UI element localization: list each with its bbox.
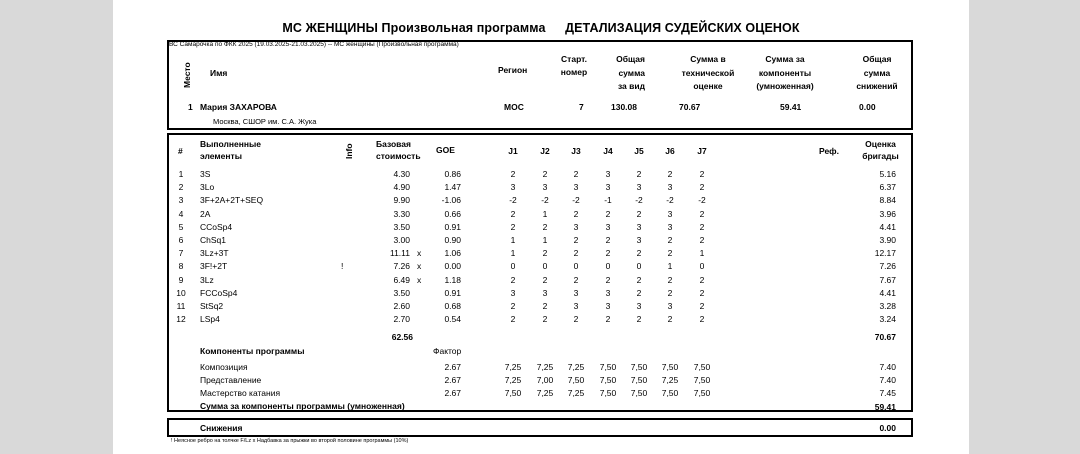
element-judge-1: -2 xyxy=(509,195,517,206)
goe-header: GOE xyxy=(436,145,455,155)
pcs-total-label: Сумма за компоненты программы (умноженная) xyxy=(200,401,405,411)
element-judge-4: 0 xyxy=(605,261,611,272)
element-judge-7: 2 xyxy=(699,221,705,232)
num-header: # xyxy=(178,146,183,156)
element-info: ! xyxy=(341,261,344,272)
element-judge-1: 1 xyxy=(510,235,516,245)
element-judge-5: 2 xyxy=(636,314,642,325)
element-judge-3: 2 xyxy=(573,274,579,285)
element-judge-6: 2 xyxy=(667,287,673,298)
element-judge-5: 3 xyxy=(636,221,642,232)
component-name: Представление xyxy=(200,375,262,385)
element-judge-6: 2 xyxy=(667,169,673,179)
element-judge-1: 3 xyxy=(510,182,516,193)
element-score: 4.41 xyxy=(879,287,896,298)
element-judge-3: 2 xyxy=(573,208,579,219)
element-judge-1: 2 xyxy=(510,208,516,219)
factor-header: Фактор xyxy=(433,346,462,356)
element-judge-2: 3 xyxy=(542,287,548,298)
pcs-header: Сумма за компоненты (умноженная) xyxy=(756,54,814,91)
element-number: 10 xyxy=(176,287,186,298)
element-judge-4: 3 xyxy=(605,287,611,298)
info-header: Info xyxy=(344,143,354,159)
element-code: 3S xyxy=(200,169,211,179)
judge-header-5: J5 xyxy=(634,146,644,156)
element-base-value: 3.50 xyxy=(393,287,410,298)
elements-header: Выполненные элементы xyxy=(200,139,262,161)
component-judge-3: 7,25 xyxy=(567,388,585,398)
component-judge-6: 7,50 xyxy=(661,362,679,372)
judge-header-1: J1 xyxy=(508,146,518,156)
element-bonus-mark: x xyxy=(417,248,422,259)
element-code: StSq2 xyxy=(200,301,224,311)
element-goe: 0.68 xyxy=(444,301,461,311)
score-header: Оценка бригады xyxy=(862,139,899,161)
start-no-header: Старт. номер xyxy=(560,54,588,77)
element-judge-6: 2 xyxy=(667,235,673,245)
element-judge-1: 1 xyxy=(510,248,516,259)
element-goe: 0.90 xyxy=(444,235,461,245)
element-judge-7: 2 xyxy=(699,182,705,193)
rank-header: Место xyxy=(182,62,192,88)
element-goe: 0.91 xyxy=(444,287,461,298)
component-judge-6: 7,25 xyxy=(661,375,679,385)
element-judge-2: 1 xyxy=(542,235,548,245)
element-judge-3: 2 xyxy=(573,235,579,245)
component-judge-2: 7,25 xyxy=(536,388,554,398)
element-judge-1: 2 xyxy=(510,221,516,232)
element-code: CCoSp4 xyxy=(200,221,233,232)
element-judge-2: 2 xyxy=(542,301,548,311)
element-judge-5: 0 xyxy=(636,261,642,272)
component-judge-1: 7,25 xyxy=(504,362,522,372)
element-judge-5: 2 xyxy=(636,169,642,179)
event-line: ВС Самарочка по ФКК 2025 (19.03.2025-21.03.2025) -- МС женщины (Произвольная программа) xyxy=(169,41,459,48)
element-base-value: 6.49 xyxy=(393,274,410,285)
element-judge-5: 2 xyxy=(636,287,642,298)
element-number: 8 xyxy=(178,261,184,272)
element-judge-3: 3 xyxy=(573,287,579,298)
component-judge-4: 7,50 xyxy=(599,362,617,372)
component-score: 7.45 xyxy=(879,388,896,398)
component-score: 7.40 xyxy=(879,375,896,385)
element-score: 3.24 xyxy=(879,314,896,325)
element-judge-1: 2 xyxy=(510,301,516,311)
element-goe: -1.06 xyxy=(441,195,461,206)
element-judge-5: 2 xyxy=(636,208,642,219)
element-number: 7 xyxy=(178,248,184,259)
element-base-value: 2.60 xyxy=(393,301,410,311)
skater-club: Москва, СШОР им. С.А. Жука xyxy=(213,117,317,126)
element-judge-3: 0 xyxy=(573,261,579,272)
component-judge-5: 7,50 xyxy=(630,388,648,398)
element-judge-7: -2 xyxy=(698,195,706,206)
skater-total: 130.08 xyxy=(611,102,637,112)
element-code: 3Lo xyxy=(200,182,215,193)
element-judge-4: -1 xyxy=(604,195,612,206)
component-judge-3: 7,25 xyxy=(567,362,585,372)
element-base-value: 3.30 xyxy=(393,208,410,219)
element-judge-1: 0 xyxy=(510,261,516,272)
component-score: 7.40 xyxy=(879,362,896,372)
base-total: 62.56 xyxy=(391,332,413,342)
element-bonus-mark: x xyxy=(417,274,422,285)
element-goe: 0.86 xyxy=(444,169,461,179)
title-event: МС ЖЕНЩИНЫ Произвольная программа xyxy=(282,21,546,35)
component-judge-7: 7,50 xyxy=(693,375,711,385)
element-judge-7: 1 xyxy=(699,248,705,259)
component-judge-2: 7,25 xyxy=(536,362,554,372)
element-judge-3: 2 xyxy=(573,314,579,325)
element-judge-4: 3 xyxy=(605,169,611,179)
element-judge-4: 2 xyxy=(605,248,611,259)
element-number: 3 xyxy=(178,195,184,206)
component-judge-3: 7,50 xyxy=(567,375,585,385)
element-score: 8.84 xyxy=(879,195,896,206)
element-judge-2: 3 xyxy=(542,182,548,193)
total-segment-header: Общая сумма за вид xyxy=(616,54,645,91)
component-factor: 2.67 xyxy=(444,362,461,372)
element-judge-2: 2 xyxy=(542,274,548,285)
element-judge-2: 2 xyxy=(542,314,548,325)
element-goe: 1.06 xyxy=(444,248,461,259)
element-base-value: 3.00 xyxy=(393,235,410,245)
element-code: ChSq1 xyxy=(200,235,226,245)
element-judge-2: -2 xyxy=(541,195,549,206)
element-judge-6: 2 xyxy=(667,274,673,285)
element-judge-5: 2 xyxy=(636,274,642,285)
component-judge-6: 7,50 xyxy=(661,388,679,398)
element-bonus-mark: x xyxy=(417,261,422,272)
element-number: 9 xyxy=(178,274,184,285)
element-judge-7: 2 xyxy=(699,274,705,285)
judge-header-6: J6 xyxy=(665,146,675,156)
element-judge-2: 1 xyxy=(542,208,548,219)
element-code: LSp4 xyxy=(200,314,220,325)
title-detail: ДЕТАЛИЗАЦИЯ СУДЕЙСКИХ ОЦЕНОК xyxy=(565,21,800,35)
element-judge-5: 3 xyxy=(636,235,642,245)
deductions-box xyxy=(167,418,913,437)
component-judge-5: 7,50 xyxy=(630,375,648,385)
element-judge-5: -2 xyxy=(635,195,643,206)
element-code: 2A xyxy=(200,208,211,219)
element-judge-2: 0 xyxy=(542,261,548,272)
element-judge-7: 2 xyxy=(699,208,705,219)
element-judge-1: 2 xyxy=(510,169,516,179)
element-judge-5: 3 xyxy=(636,182,642,193)
element-base-value: 11.11 xyxy=(389,248,410,259)
judge-header-4: J4 xyxy=(603,146,613,156)
skater-tes: 70.67 xyxy=(679,102,701,112)
element-score: 3.90 xyxy=(879,235,896,245)
element-code: 3F!+2T xyxy=(200,261,228,272)
element-score: 3.28 xyxy=(879,301,896,311)
element-score: 7.67 xyxy=(879,274,896,285)
element-number: 2 xyxy=(178,182,184,193)
element-judge-6: 3 xyxy=(667,182,673,193)
judge-header-3: J3 xyxy=(571,146,581,156)
component-judge-4: 7,50 xyxy=(599,375,617,385)
element-judge-4: 2 xyxy=(605,235,611,245)
element-judge-4: 2 xyxy=(605,314,611,325)
component-judge-2: 7,00 xyxy=(536,375,554,385)
element-judge-6: 3 xyxy=(667,208,673,219)
judge-header-7: J7 xyxy=(697,146,707,156)
element-judge-6: 3 xyxy=(667,221,673,232)
element-judge-2: 2 xyxy=(542,169,548,179)
ref-header: Реф. xyxy=(819,146,839,156)
element-judge-1: 2 xyxy=(510,274,516,285)
element-judge-4: 3 xyxy=(605,301,611,311)
element-score: 7.26 xyxy=(879,261,896,272)
component-factor: 2.67 xyxy=(444,388,461,398)
protocol-page xyxy=(113,0,969,454)
element-code: FCCoSp4 xyxy=(200,287,238,298)
element-judge-1: 3 xyxy=(510,287,516,298)
component-judge-1: 7,50 xyxy=(504,388,522,398)
element-judge-4: 3 xyxy=(605,221,611,232)
element-goe: 1.47 xyxy=(444,182,461,193)
element-code: 3Lz xyxy=(200,274,214,285)
component-name: Мастерство катания xyxy=(200,388,281,398)
element-number: 6 xyxy=(178,235,184,245)
component-judge-5: 7,50 xyxy=(630,362,648,372)
element-judge-4: 2 xyxy=(605,274,611,285)
element-judge-3: 3 xyxy=(573,221,579,232)
pcs-total: 59.41 xyxy=(874,402,896,412)
element-goe: 0.66 xyxy=(444,208,461,219)
element-code: 3F+2A+2T+SEQ xyxy=(200,195,264,206)
element-number: 12 xyxy=(176,314,186,325)
element-base-value: 3.50 xyxy=(393,221,410,232)
element-judge-6: -2 xyxy=(666,195,674,206)
element-judge-6: 2 xyxy=(667,248,673,259)
element-judge-7: 2 xyxy=(699,169,705,179)
element-judge-3: 3 xyxy=(573,182,579,193)
component-factor: 2.67 xyxy=(444,375,461,385)
skater-pcs: 59.41 xyxy=(780,102,802,112)
element-code: 3Lz+3T xyxy=(200,248,229,259)
element-judge-4: 2 xyxy=(605,208,611,219)
element-base-value: 2.70 xyxy=(393,314,410,325)
element-judge-7: 2 xyxy=(699,301,705,311)
skater-region: МОС xyxy=(504,102,524,112)
element-judge-2: 2 xyxy=(542,221,548,232)
deductions-total: 0.00 xyxy=(879,423,896,433)
element-score: 4.41 xyxy=(879,221,896,232)
element-number: 11 xyxy=(176,301,186,311)
component-judge-4: 7,50 xyxy=(599,388,617,398)
element-judge-6: 3 xyxy=(667,301,673,311)
element-judge-4: 3 xyxy=(605,182,611,193)
page-title xyxy=(113,21,969,35)
element-judge-7: 2 xyxy=(699,287,705,298)
element-judge-3: 2 xyxy=(573,169,579,179)
skater-deductions: 0.00 xyxy=(859,102,876,112)
element-judge-1: 2 xyxy=(510,314,516,325)
element-judge-2: 2 xyxy=(542,248,548,259)
footnote: ! Неясное ребро на толчке F/Lz x Надбавка за прыжки во второй половине программы (10%) xyxy=(171,438,409,444)
element-judge-5: 2 xyxy=(636,248,642,259)
element-goe: 1.18 xyxy=(444,274,461,285)
tes-header: Сумма в технической оценке xyxy=(681,54,735,91)
element-number: 4 xyxy=(178,208,184,219)
element-judge-3: 2 xyxy=(573,248,579,259)
element-number: 5 xyxy=(178,221,184,232)
element-judge-3: 3 xyxy=(573,301,579,311)
element-judge-3: -2 xyxy=(572,195,580,206)
component-judge-7: 7,50 xyxy=(693,388,711,398)
element-judge-7: 2 xyxy=(699,235,705,245)
skater-rank: 1 xyxy=(188,102,193,112)
element-score: 12.17 xyxy=(874,248,896,259)
element-base-value: 4.90 xyxy=(393,182,410,193)
element-goe: 0.54 xyxy=(444,314,461,325)
element-score: 3.96 xyxy=(879,208,896,219)
element-score: 6.37 xyxy=(879,182,896,193)
tes-total: 70.67 xyxy=(874,332,896,342)
element-base-value: 4.30 xyxy=(393,169,410,179)
element-goe: 0.00 xyxy=(444,261,461,272)
element-goe: 0.91 xyxy=(444,221,461,232)
component-judge-7: 7,50 xyxy=(693,362,711,372)
region-header: Регион xyxy=(498,65,528,75)
component-judge-1: 7,25 xyxy=(504,375,522,385)
element-judge-6: 1 xyxy=(667,261,673,272)
judge-header-2: J2 xyxy=(540,146,550,156)
element-judge-7: 0 xyxy=(699,261,705,272)
deductions-label: Снижения xyxy=(200,423,243,433)
element-judge-6: 2 xyxy=(667,314,673,325)
element-base-value: 9.90 xyxy=(393,195,410,206)
base-header: Базовая стоимость xyxy=(376,139,421,161)
component-name: Композиция xyxy=(200,362,248,372)
element-score: 5.16 xyxy=(879,169,896,179)
element-judge-5: 3 xyxy=(636,301,642,311)
element-base-value: 7.26 xyxy=(393,261,410,272)
components-header: Компоненты программы xyxy=(200,346,305,356)
skater-name: Мария ЗАХАРОВА xyxy=(200,102,277,112)
skater-start-no: 7 xyxy=(579,102,584,112)
element-judge-7: 2 xyxy=(699,314,705,325)
name-header: Имя xyxy=(210,68,228,78)
element-number: 1 xyxy=(178,169,184,179)
deductions-header: Общая сумма снижений xyxy=(856,54,898,91)
